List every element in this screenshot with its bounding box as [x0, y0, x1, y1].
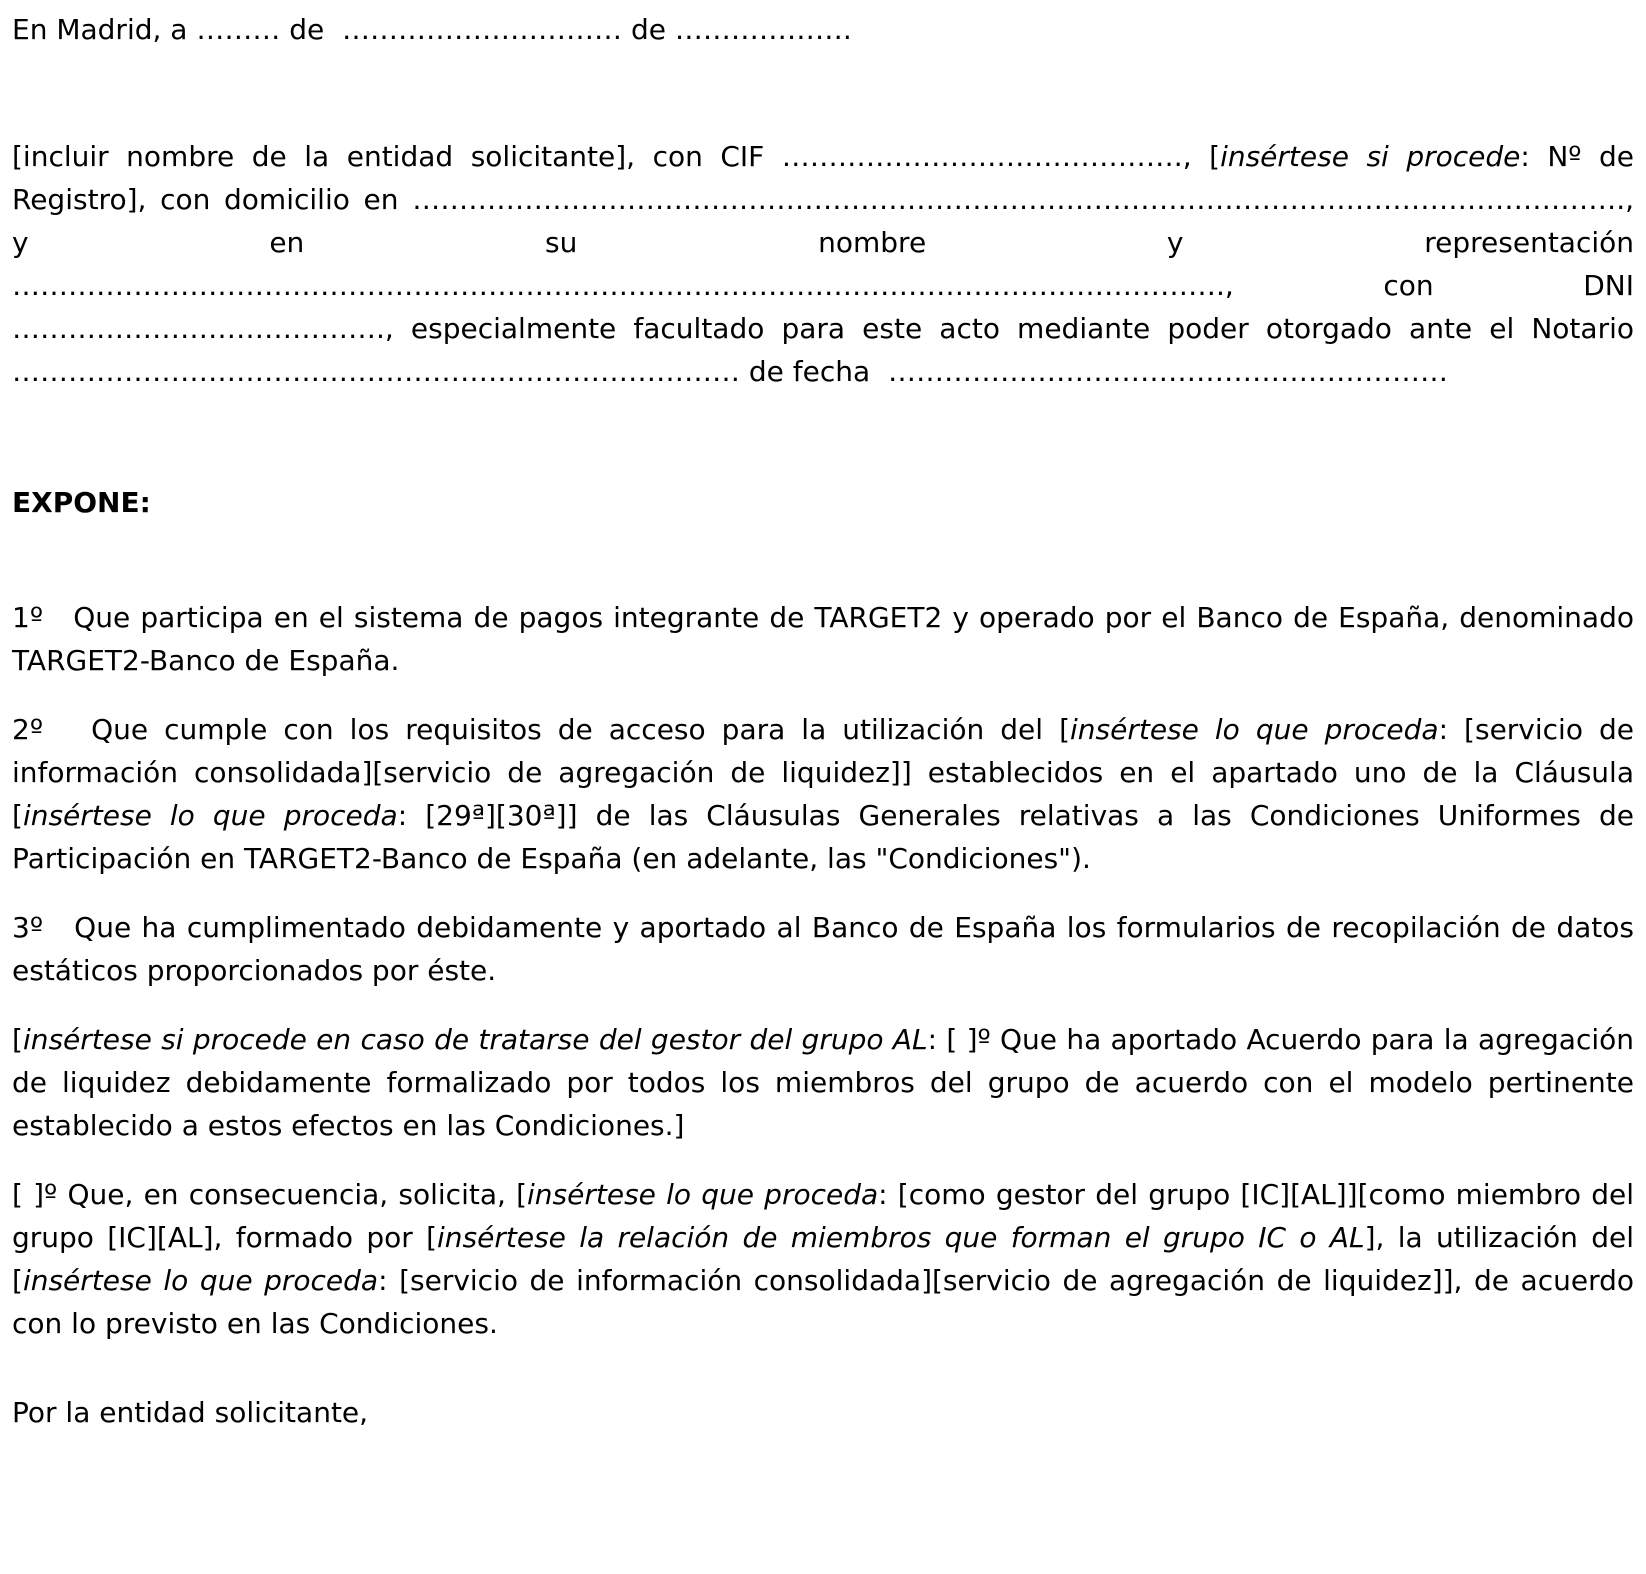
- item-2-text-2: : [servicio de información consolidada][servicio de agregación de liquidez]] establecidos en el apartado uno de la Cláusula [: [12, 713, 1634, 832]
- dateline: En Madrid, a ……… de ………………………… de ……………….: [12, 13, 852, 46]
- item-request-text-3: ], la utilización del [: [12, 1221, 1634, 1297]
- item-request-text-2: : [como gestor del grupo [IC][AL]][como miembro del grupo [IC][AL], formado por [: [12, 1178, 1634, 1254]
- item-2-text-1: 2º Que cumple con los requisitos de acceso para la utilización del [: [12, 713, 1070, 746]
- intro-text-2: : Nº de Registro], con domicilio en …………………………………………………………………………………………………………………., y en su nombre y representación …………………………………………………………………………………………………………………., con DNI …………………………………., especialmente facultado para este acto mediante poder otorgado ante el Notario …………………………………………………………………… de fecha ……………………………………………………: [12, 140, 1635, 388]
- item-al-text-2: : [ ]º Que ha aportado Acuerdo para la agregación de liquidez debidamente formalizado por todos los miembros del grupo de acuerdo con el modelo pertinente establecido a estos efectos en las Condiciones.]: [12, 1023, 1634, 1142]
- item-2-text-3: : [29ª][30ª]] de las Cláusulas Generales relativas a las Condiciones Uniformes de Participación en TARGET2-Banco de España (en adelante, las "Condiciones").: [12, 799, 1634, 875]
- item-request-italic-insert-1: insértese lo que proceda: [527, 1178, 879, 1211]
- expone-heading: EXPONE:: [12, 486, 151, 519]
- item-1: 1º Que participa en el sistema de pagos integrante de TARGET2 y operado por el Banco de España, denominado TARGET2-Banco de España.: [12, 601, 1634, 677]
- intro-paragraph: [12, 135, 1634, 393]
- item-3: 3º Que ha cumplimentado debidamente y aportado al Banco de España los formularios de recopilación de datos estáticos proporcionados por éste.: [12, 911, 1634, 987]
- item-request-text-4: : [servicio de información consolidada][servicio de agregación de liquidez]], de acuerdo con lo previsto en las Condiciones.: [12, 1264, 1634, 1340]
- item-al-italic-insert: insértese si procede en caso de tratarse del gestor del grupo AL: [22, 1023, 928, 1056]
- item-al-text-1: [: [12, 1023, 23, 1056]
- item-request-italic-insert-3: insértese lo que proceda: [22, 1264, 379, 1297]
- intro-italic-insert: insértese si procede: [1220, 140, 1521, 173]
- item-2-italic-insert-1: insértese lo que proceda: [1070, 713, 1439, 746]
- intro-text-1: [incluir nombre de la entidad solicitante], con CIF ……………………………………., [: [12, 140, 1221, 173]
- item-request: [12, 1173, 1634, 1345]
- item-request-italic-insert-2: insértese la relación de miembros que forman el grupo IC o AL: [437, 1221, 1365, 1254]
- item-2: [12, 708, 1634, 880]
- item-request-text-1: [ ]º Que, en consecuencia, solicita, [: [12, 1178, 528, 1211]
- closing-line: Por la entidad solicitante,: [12, 1396, 369, 1429]
- item-2-italic-insert-2: insértese lo que proceda: [22, 799, 398, 832]
- item-al-manager: [12, 1018, 1634, 1147]
